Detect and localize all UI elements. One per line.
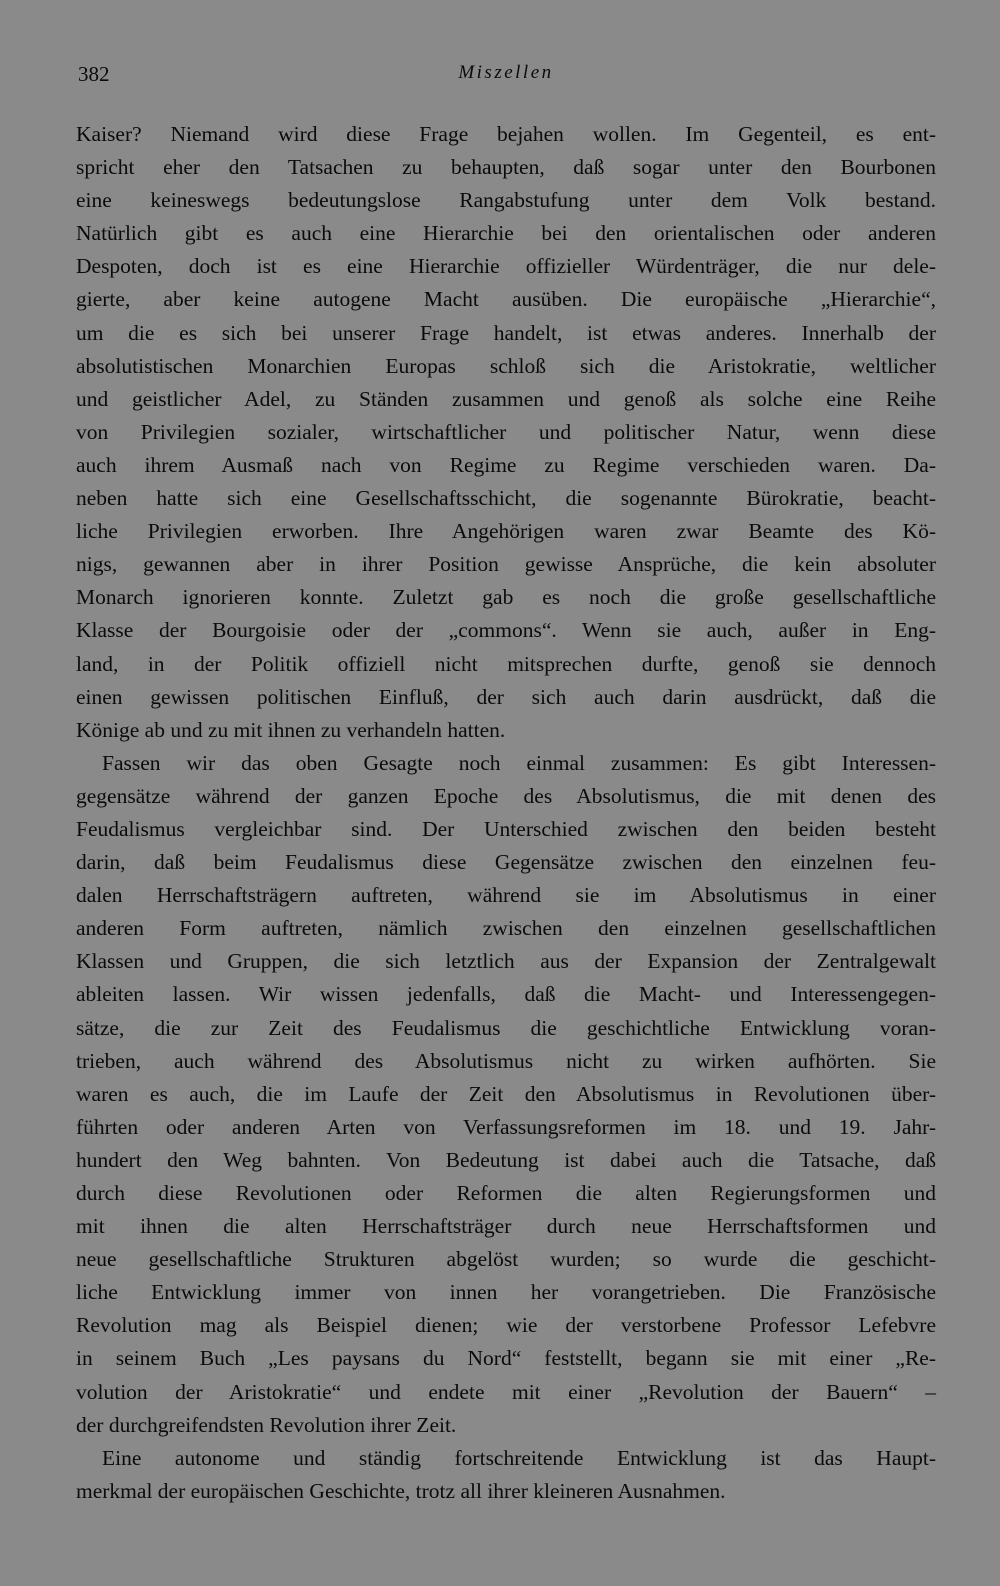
running-title: Miszellen (458, 62, 554, 83)
text-line: land, in der Politik offiziell nicht mitsprechen durfte, genoß sie dennoch (76, 651, 936, 676)
text-line: Natürlich gibt es auch eine Hierarchie bei den orientalischen oder anderen (76, 221, 936, 246)
text-line: waren es auch, die im Laufe der Zeit den Absolutismus in Revolutionen über- (76, 1081, 936, 1106)
text-line: sätze, die zur Zeit des Feudalismus die geschichtliche Entwicklung voran- (76, 1015, 936, 1040)
text-line: Monarch ignorieren konnte. Zuletzt gab es noch die große gesellschaftliche (76, 585, 936, 610)
text-line: neue gesellschaftliche Strukturen abgelöst wurden; so wurde die geschicht- (76, 1247, 936, 1272)
text-line: gierte, aber keine autogene Macht ausüben. Die europäische „Hierarchie“, (76, 287, 936, 312)
text-line: Könige ab und zu mit ihnen zu verhandeln hatten. (76, 717, 506, 742)
text-line: einen gewissen politischen Einfluß, der sich auch darin ausdrückt, daß die (76, 684, 936, 709)
text-line: trieben, auch während des Absolutismus nicht zu wirken aufhörten. Sie (76, 1048, 936, 1073)
text-line: Fassen wir das oben Gesagte noch einmal zusammen: Es gibt Interessen- (102, 750, 936, 775)
text-line: liche Privilegien erworben. Ihre Angehörigen waren zwar Beamte des Kö- (76, 519, 936, 544)
text-line: volution der Aristokratie“ und endete mit einer „Revolution der Bauern“ – (76, 1379, 936, 1404)
text-line: darin, daß beim Feudalismus diese Gegensätze zwischen den einzelnen feu- (76, 850, 936, 875)
text-line: gegensätze während der ganzen Epoche des Absolutismus, die mit denen des (76, 783, 936, 808)
text-line: neben hatte sich eine Gesellschaftsschicht, die sogenannte Bürokratie, beacht- (76, 486, 936, 511)
text-line: merkmal der europäischen Geschichte, trotz all ihrer kleineren Ausnahmen. (76, 1478, 726, 1503)
text-line: absolutistischen Monarchien Europas schloß sich die Aristokratie, weltlicher (76, 353, 936, 378)
text-line: durch diese Revolutionen oder Reformen die alten Regierungsformen und (76, 1181, 936, 1205)
text-line: der durchgreifendsten Revolution ihrer Zeit. (76, 1412, 457, 1437)
text-line: Kaiser? Niemand wird diese Frage bejahen wollen. Im Gegenteil, es ent- (76, 122, 936, 146)
text-line: auch ihrem Ausmaß nach von Regime zu Regime verschieden waren. Da- (76, 452, 936, 477)
text-line: dalen Herrschaftsträgern auftreten, während sie im Absolutismus in einer (76, 883, 936, 908)
text-line: und geistlicher Adel, zu Ständen zusammen und genoß als solche eine Reihe (76, 386, 936, 411)
text-line: Feudalismus vergleichbar sind. Der Unterschied zwischen den beiden besteht (76, 816, 936, 841)
text-line: führten oder anderen Arten von Verfassungsreformen im 18. und 19. Jahr- (76, 1114, 936, 1139)
paragraph (76, 118, 936, 747)
text-line: spricht eher den Tatsachen zu behaupten, daß sogar unter den Bourbonen (76, 155, 936, 180)
text-line: hundert den Weg bahnten. Von Bedeutung ist dabei auch die Tatsache, daß (76, 1147, 936, 1172)
text-line: mit ihnen die alten Herrschaftsträger durch neue Herrschaftsformen und (76, 1214, 936, 1239)
page-number: 382 (78, 62, 110, 86)
text-line: liche Entwicklung immer von innen her vorangetrieben. Die Französische (76, 1280, 936, 1305)
text-line: nigs, gewannen aber in ihrer Position gewisse Ansprüche, die kein absoluter (76, 552, 936, 577)
paragraph (76, 747, 936, 1442)
text-line: anderen Form auftreten, nämlich zwischen den einzelnen gesellschaftlichen (76, 916, 936, 941)
text-line: eine keineswegs bedeutungslose Rangabstufung unter dem Volk bestand. (76, 188, 936, 213)
text-line: Klasse der Bourgoisie oder der „commons“. Wenn sie auch, außer in Eng- (76, 618, 936, 643)
text-line: Revolution mag als Beispiel dienen; wie der verstorbene Professor Lefebvre (76, 1313, 936, 1338)
body-text (76, 118, 936, 1508)
text-line: um die es sich bei unserer Frage handelt, ist etwas anderes. Innerhalb der (76, 320, 936, 345)
text-line: ableiten lassen. Wir wissen jedenfalls, daß die Macht- und Interessengegen- (76, 982, 936, 1007)
running-head (78, 62, 934, 92)
text-line: Klassen und Gruppen, die sich letztlich aus der Expansion der Zentralgewalt (76, 949, 936, 974)
text-line: in seinem Buch „Les paysans du Nord“ feststellt, begann sie mit einer „Re- (76, 1346, 936, 1371)
text-line: Eine autonome und ständig fortschreitende Entwicklung ist das Haupt- (102, 1445, 936, 1470)
paragraph (76, 1442, 936, 1508)
text-line: Despoten, doch ist es eine Hierarchie offizieller Würdenträger, die nur dele- (76, 254, 936, 279)
text-line: von Privilegien sozialer, wirtschaftlicher und politischer Natur, wenn diese (76, 419, 936, 444)
